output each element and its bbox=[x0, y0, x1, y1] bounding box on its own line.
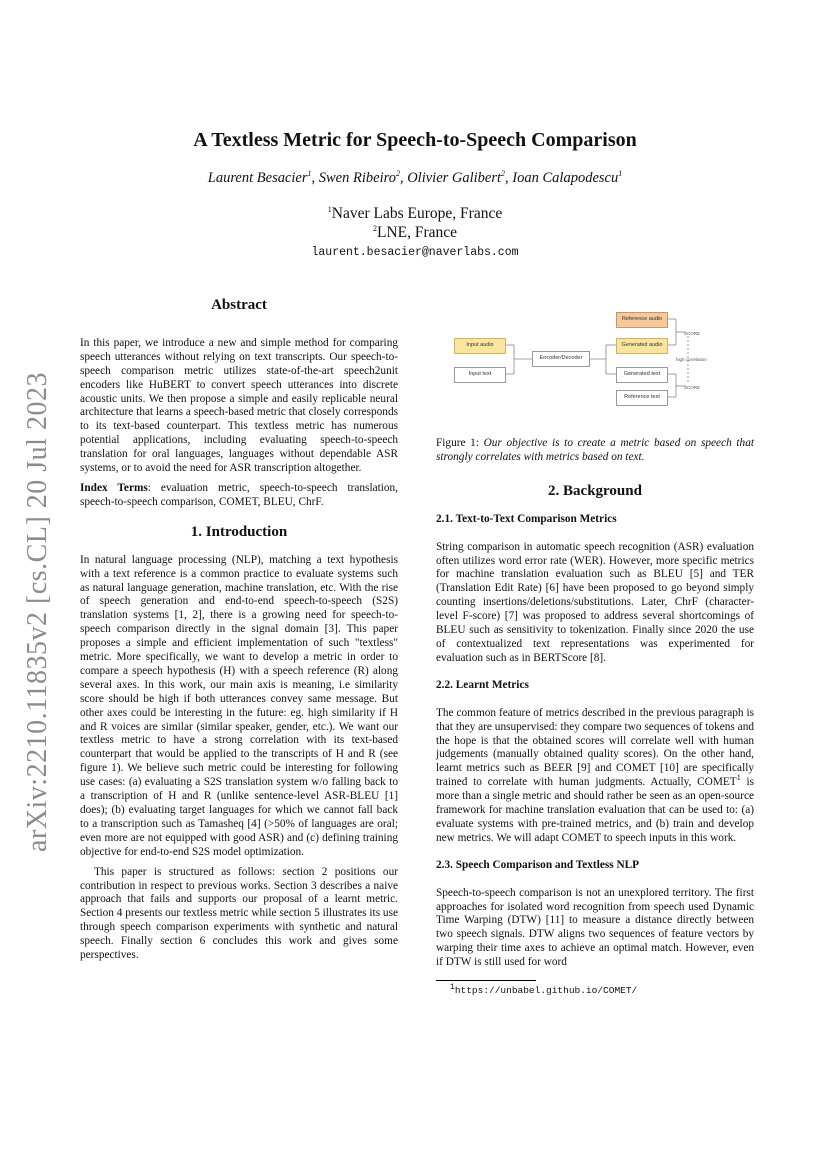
section-2-2-heading: 2.2. Learnt Metrics bbox=[436, 678, 529, 691]
author-affil-mark: 2 bbox=[395, 169, 400, 179]
affiliations bbox=[80, 204, 750, 242]
section-2-2-text-a: The common feature of metrics described in the previous paragraph is that they are unsupervised: they compare two sequences of tokens and the hope is that the obtained scores will correlate well with human judgements (manually obtained quality scores). On the other hand, learnt metrics such as BEER [9] and COMET [10] are specifically trained to correlate with human judgments. Actually, COMET bbox=[436, 706, 754, 789]
section-2-3-text: Speech-to-speech comparison is not an unexplored territory. The first approaches for isolated word recognition from speech used Dynamic Time Warping (DTW) [11] to measure a distance directly between two speech signals. DTW aligns two sequences of feature vectors by warping their time axes to achieve an optimal match. However, even if DTW is still used for word bbox=[436, 886, 754, 969]
author-sep: , bbox=[311, 170, 319, 186]
section-2-3-heading: 2.3. Speech Comparison and Textless NLP bbox=[436, 858, 640, 871]
intro-paragraph-2: This paper is structured as follows: section 2 positions our contribution in respect to previous works. Section 3 describes a naive approach that fails and supports our proposal of a learnt metric. Section 4 presents our textless metric while section 5 illustrates its use through speech comparison experiments with synthetic and natural speech. Finally section 6 concludes this work and gives some perspectives. bbox=[80, 865, 398, 962]
index-terms-text: : evaluation metric, speech-to-speech translation, speech-to-speech comparison, COMET, BLEU, ChrF. bbox=[80, 481, 399, 508]
author-name: Ioan Calapodescu bbox=[512, 170, 619, 186]
reference-audio-box: Reference audio bbox=[616, 312, 668, 328]
footnote bbox=[436, 984, 754, 998]
score-top-label: SCORE bbox=[684, 331, 701, 336]
arxiv-identifier: arXiv:2210.11835v2 [cs.CL] 20 Jul 2023 bbox=[22, 372, 54, 852]
author bbox=[319, 170, 407, 186]
intro-heading: 1. Introduction bbox=[190, 523, 288, 540]
high-correlation-label: high correlation bbox=[676, 357, 707, 362]
generated-audio-box: Generated audio bbox=[616, 338, 668, 354]
affiliation-line bbox=[80, 204, 750, 223]
author-sep: , bbox=[505, 170, 513, 186]
caption-text: Our objective is to create a metric based on speech that strongly correlates with metrics based on text. bbox=[436, 437, 754, 463]
section-2-1-heading: 2.1. Text-to-Text Comparison Metrics bbox=[436, 512, 617, 525]
encoder-decoder-box: Encoder/Decoder bbox=[532, 351, 590, 367]
author bbox=[407, 170, 512, 186]
score-bottom-label: SCORE bbox=[684, 385, 701, 390]
reference-text-box: Reference text bbox=[616, 390, 668, 406]
author-affil-mark: 1 bbox=[618, 169, 623, 179]
affiliation-text: Naver Labs Europe, France bbox=[331, 205, 503, 222]
input-audio-box: Input audio bbox=[454, 338, 506, 354]
affiliation-line bbox=[80, 223, 750, 242]
index-terms-label: Index Terms bbox=[80, 481, 148, 494]
arxiv-sidebar bbox=[14, 374, 62, 850]
affiliation-mark: 2 bbox=[372, 223, 377, 233]
footnote-number: 1 bbox=[450, 982, 455, 992]
generated-text-box: Generated text bbox=[616, 367, 668, 383]
author-sep: , bbox=[399, 170, 408, 186]
abstract-heading: Abstract bbox=[211, 297, 267, 313]
author-name: Laurent Besacier bbox=[207, 170, 308, 186]
footnote-url[interactable]: https://unbabel.github.io/COMET/ bbox=[454, 985, 638, 997]
intro-paragraph-1: In natural language processing (NLP), matching a text hypothesis with a text reference is a common practice to evaluate systems such as natural language generation, machine translation, etc. With the rise of speech generation and end-to-end speech-to-speech (S2S) translation systems [1, 2], there is a growing need for speech-to-speech comparison directly in the signal domain [3]. This paper proposes a simple and efficient implementation of such "textless" metric. More specifically, we want to develop a metric in order to compare a speech hypothesis (H) with a speech reference (R) along several axes. In this work, our main axis is meaning, i.e similarity score should be high if both utterances convey same message. But other axes could be interesting in the future: eg. high similarity if H and R voices are similar (similar speaker, gender, etc.). We want our textless metric to have a strong correlation with its text-based counterpart that would be applied to the transcripts of H and R (see figure 1). We believe such metric could be interesting for following use cases: (a) evaluating a S2S translation system w/o falling back to a transcription of H and R (unlike sentence-level ASR-BLEU [1] does); (b) evaluating target languages for which we cannot fall back to a transcription such as Tamasheq [4] (>50% of languages are oral; even more are not equipped with good ASR) and (c) defining training objective for end-to-end S2S model optimization. bbox=[80, 553, 398, 858]
affiliation-mark: 1 bbox=[327, 204, 332, 214]
author bbox=[208, 170, 319, 186]
index-terms bbox=[80, 482, 398, 510]
figure-1-diagram bbox=[436, 303, 754, 427]
author-affil-mark: 1 bbox=[307, 169, 312, 179]
author-name: Swen Ribeiro bbox=[318, 170, 396, 186]
footnote-rule bbox=[436, 980, 536, 981]
author bbox=[512, 170, 622, 186]
right-column bbox=[436, 299, 754, 998]
caption-prefix: Figure 1: bbox=[436, 437, 484, 449]
author-name: Olivier Galibert bbox=[407, 170, 502, 186]
footnote-mark: 1 bbox=[736, 773, 741, 783]
abstract-text: In this paper, we introduce a new and simple method for comparing speech utterances without relying on text transcripts. Our speech-to-speech comparison metric utilizes state-of-the-art speech2unit encoders like HuBERT to convert speech utterances into discrete acoustic units. We then propose a simple and easily replicable neural architecture that learns a speech-based metric that closely corresponds to its text-based counterpart. This textless metric has numerous potential applications, including evaluating speech-to-speech translation for oral languages, languages without dependable ASR systems, or to avoid the need for ASR transcription altogether. bbox=[80, 336, 398, 475]
left-column bbox=[80, 299, 398, 963]
input-text-box: Input text bbox=[454, 367, 506, 383]
affiliation-text: LNE, France bbox=[376, 224, 458, 241]
section-2-2-text-b: is more than a single metric and should rather be seen as an open-source framework for machine translation evaluation that can be used to: (a) evaluate systems with pre-trained metrics, and (b) train and develop new metrics. We will adapt COMET to speech inputs in this work. bbox=[436, 776, 754, 844]
background-heading: 2. Background bbox=[548, 482, 642, 499]
contact-email: laurent.besacier@naverlabs.com bbox=[311, 246, 519, 259]
author-affil-mark: 2 bbox=[501, 169, 506, 179]
section-2-1-text: String comparison in automatic speech recognition (ASR) evaluation often utilizes word error rate (WER). However, more specific metrics for machine translation evaluation such as BLEU [5] and TER (Translation Edit Rate) [6] have been proposed to go beyond simply counting insertions/deletions/substitutions. Later, ChrF (character-level F-score) [7] was proposed to address several shortcomings of BLEU such as sensitivity to tokenization. Finally since 2020 the use of contextualized text representations was experimented for evaluation such as in BERTScore [8]. bbox=[436, 540, 754, 664]
paper-title: A Textless Metric for Speech-to-Speech Comparison bbox=[193, 129, 637, 151]
author-list bbox=[80, 170, 750, 187]
section-2-2-text bbox=[436, 707, 754, 846]
figure-1-caption bbox=[436, 437, 754, 465]
